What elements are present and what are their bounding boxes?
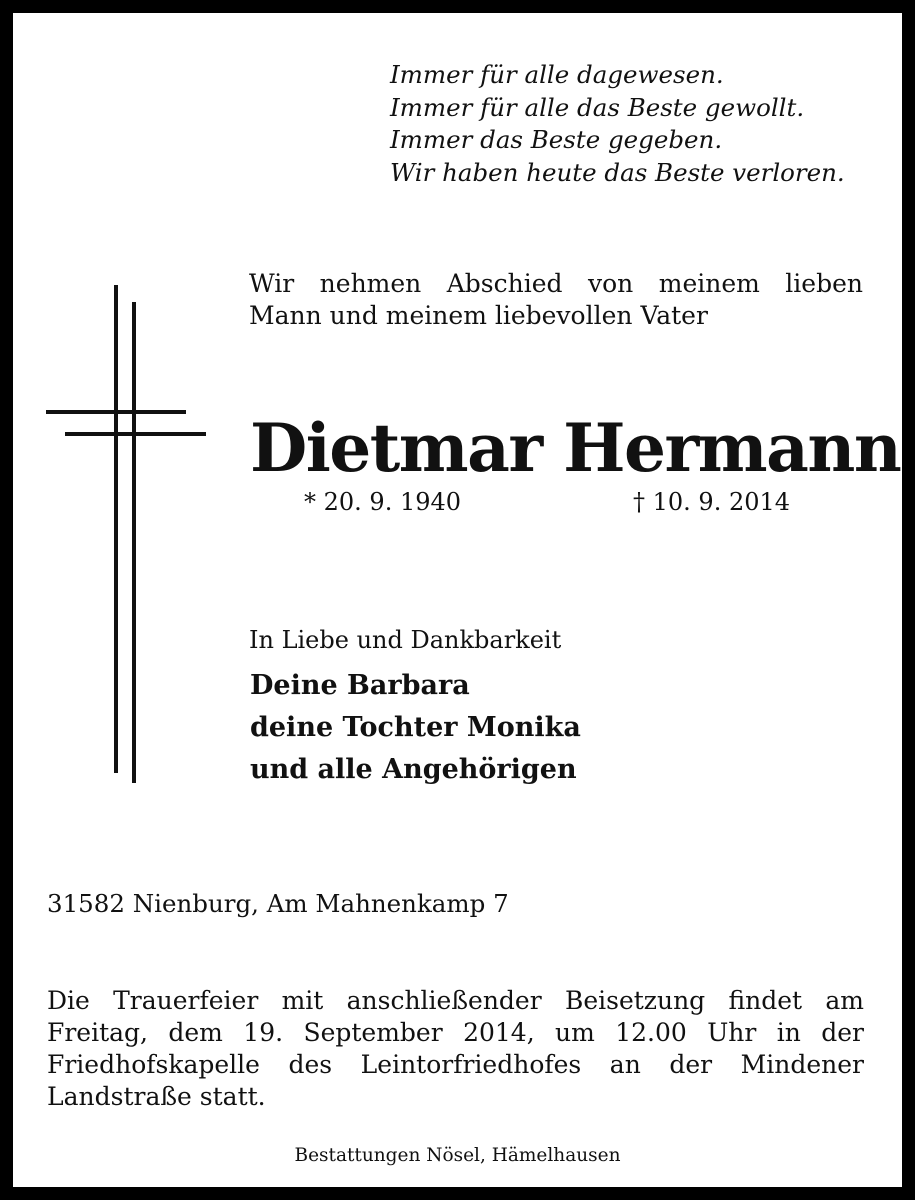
ceremony-details xyxy=(47,985,864,1113)
ceremony-line: Friedhofskapelle des Leintorfriedhofes an der Mindener xyxy=(47,1050,864,1079)
ceremony-line: Die Trauerfeier mit anschließender Beisetzung findet am xyxy=(47,986,864,1015)
birth-date: * 20. 9. 1940 xyxy=(304,488,462,516)
poem-line: Immer für alle das Beste gewollt. xyxy=(390,92,805,122)
cross-icon xyxy=(13,13,213,813)
death-date: † 10. 9. 2014 xyxy=(633,488,791,516)
poem-line: Immer das Beste gegeben. xyxy=(390,125,723,154)
poem-line: Immer für alle dagewesen. xyxy=(390,60,724,89)
cross-horizontal-bar-top xyxy=(46,410,186,414)
mourner: und alle Angehörigen xyxy=(250,754,577,785)
closing-phrase: In Liebe und Dankbarkeit xyxy=(249,626,562,654)
cross-horizontal-bar-bottom xyxy=(65,432,206,436)
cross-vertical-bar-left xyxy=(114,285,118,773)
deceased-name: Dietmar Hermann xyxy=(250,409,901,487)
address: 31582 Nienburg, Am Mahnenkamp 7 xyxy=(47,889,509,918)
mourner: Deine Barbara xyxy=(250,670,470,701)
intro-line-2: Mann und meinem liebevollen Vater xyxy=(249,301,708,330)
ceremony-line: Landstraße statt. xyxy=(47,1082,266,1111)
poem-line: Wir haben heute das Beste verloren. xyxy=(390,157,845,187)
intro-line-1: Wir nehmen Abschied von meinem lieben xyxy=(249,269,863,298)
poem xyxy=(390,59,845,189)
mourner: deine Tochter Monika xyxy=(250,712,581,743)
cross-vertical-bar-right xyxy=(132,302,136,783)
farewell-intro xyxy=(249,268,863,332)
undertaker: Bestattungen Nösel, Hämelhausen xyxy=(294,1145,621,1166)
mourners-list xyxy=(250,665,581,791)
ceremony-line: Freitag, dem 19. September 2014, um 12.00 Uhr in der xyxy=(47,1018,864,1047)
